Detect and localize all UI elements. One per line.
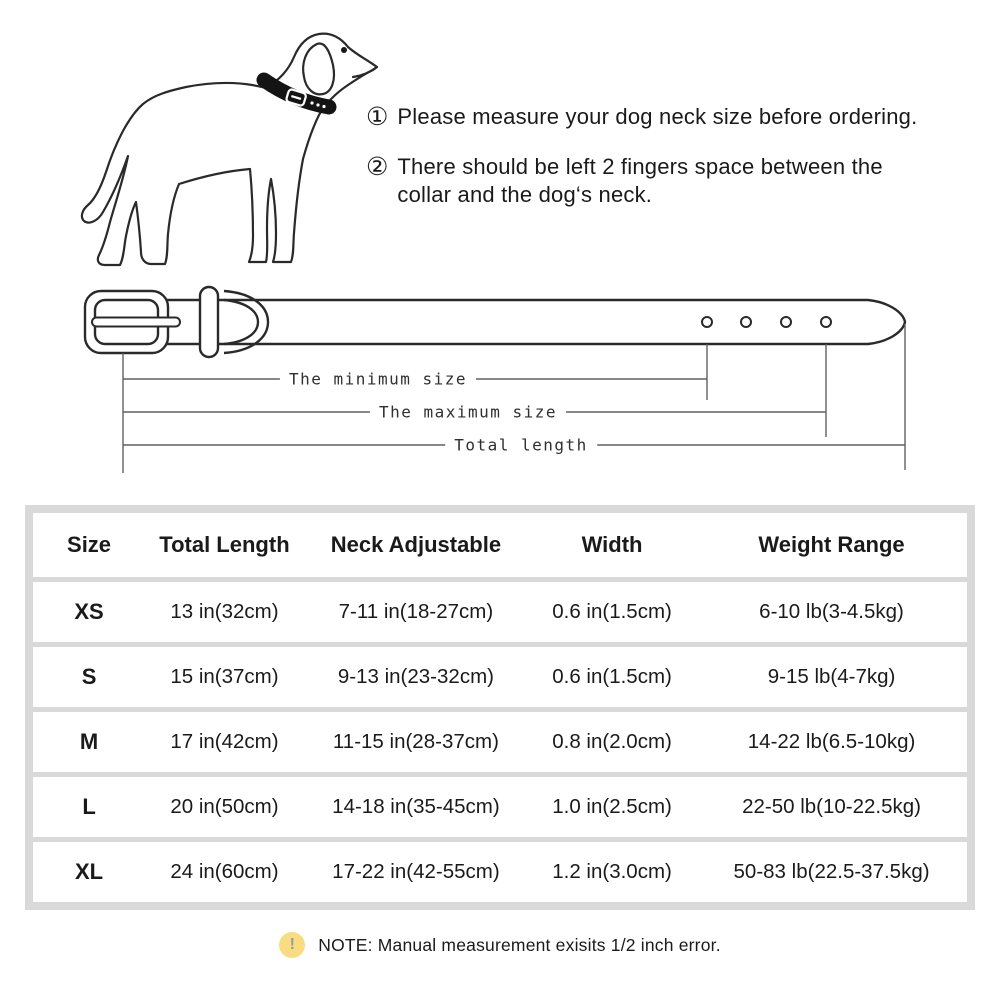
maximum-size-label: The maximum size (370, 403, 566, 422)
header-size: Size (67, 532, 112, 557)
collar-hole-1 (702, 317, 712, 327)
collar-hole-3 (781, 317, 791, 327)
cell-neck: 7-11 in(18-27cm) (338, 600, 494, 623)
cell-length: 20 in(50cm) (170, 795, 279, 818)
cell-weight: 6-10 lb(3-4.5kg) (759, 600, 904, 623)
dog-drawing (60, 10, 390, 280)
table-row-s (33, 647, 967, 707)
instructions (366, 103, 991, 231)
cell-size: M (79, 729, 99, 754)
cell-weight: 22-50 lb(10-22.5kg) (742, 795, 921, 818)
collar-hole-2 (741, 317, 751, 327)
cell-size: XL (74, 859, 104, 884)
exclamation-icon: ! (279, 932, 305, 958)
cell-neck: 11-15 in(28-37cm) (332, 730, 499, 753)
cell-length: 24 in(60cm) (170, 860, 279, 883)
header-total-length: Total Length (159, 532, 290, 557)
total-length-label: Total length (445, 436, 597, 455)
cell-width: 0.8 in(2.0cm) (552, 730, 672, 753)
header-neck-adjustable: Neck Adjustable (330, 532, 502, 557)
collar-keeper (200, 287, 218, 357)
table-row-xs (33, 582, 967, 642)
table-row-l (33, 777, 967, 837)
cell-length: 15 in(37cm) (170, 665, 279, 688)
table-header-row (33, 513, 967, 577)
collar-buckle-prong (92, 318, 180, 327)
table-row-m (33, 712, 967, 772)
collar-strap (158, 300, 905, 344)
cell-length: 13 in(32cm) (170, 600, 279, 623)
table-row-xl (33, 842, 967, 902)
header-width: Width (581, 532, 643, 557)
cell-weight: 9-15 lb(4-7kg) (767, 665, 896, 688)
dog-eye (341, 47, 347, 53)
instruction-2-text (397, 153, 882, 209)
cell-size: S (81, 664, 97, 689)
minimum-size-label: The minimum size (280, 370, 476, 389)
cell-length: 17 in(42cm) (170, 730, 279, 753)
cell-width: 1.0 in(2.5cm) (552, 795, 672, 818)
note-bar (0, 932, 1000, 958)
instruction-2-line2: collar and the dog‘s neck. (397, 182, 653, 207)
instruction-1 (366, 103, 991, 131)
size-chart-table (25, 505, 975, 910)
header-weight-range: Weight Range (758, 532, 905, 557)
cell-weight: 14-22 lb(6.5-10kg) (747, 730, 916, 753)
cell-size: L (82, 794, 96, 819)
cell-neck: 9-13 in(23-32cm) (337, 665, 494, 688)
cell-neck: 14-18 in(35-45cm) (332, 795, 500, 818)
dog-ear (303, 44, 334, 95)
collar-hole-4 (821, 317, 831, 327)
instruction-1-number-icon: ① (366, 103, 389, 131)
note-text: NOTE: Manual measurement exisits 1/2 inch error. (318, 934, 721, 955)
cell-width: 1.2 in(3.0cm) (552, 860, 672, 883)
cell-size: XS (74, 599, 104, 624)
instruction-2-number-icon: ② (366, 153, 389, 181)
cell-width: 0.6 in(1.5cm) (552, 600, 672, 623)
instruction-2 (366, 153, 991, 209)
dog-mouth-line (353, 67, 377, 77)
cell-width: 0.6 in(1.5cm) (552, 665, 672, 688)
cell-neck: 17-22 in(42-55cm) (332, 860, 500, 883)
instruction-1-text: Please measure your dog neck size before ordering. (397, 104, 918, 129)
cell-weight: 50-83 lb(22.5-37.5kg) (733, 860, 930, 883)
instruction-2-line1: There should be left 2 fingers space between the (397, 154, 883, 179)
